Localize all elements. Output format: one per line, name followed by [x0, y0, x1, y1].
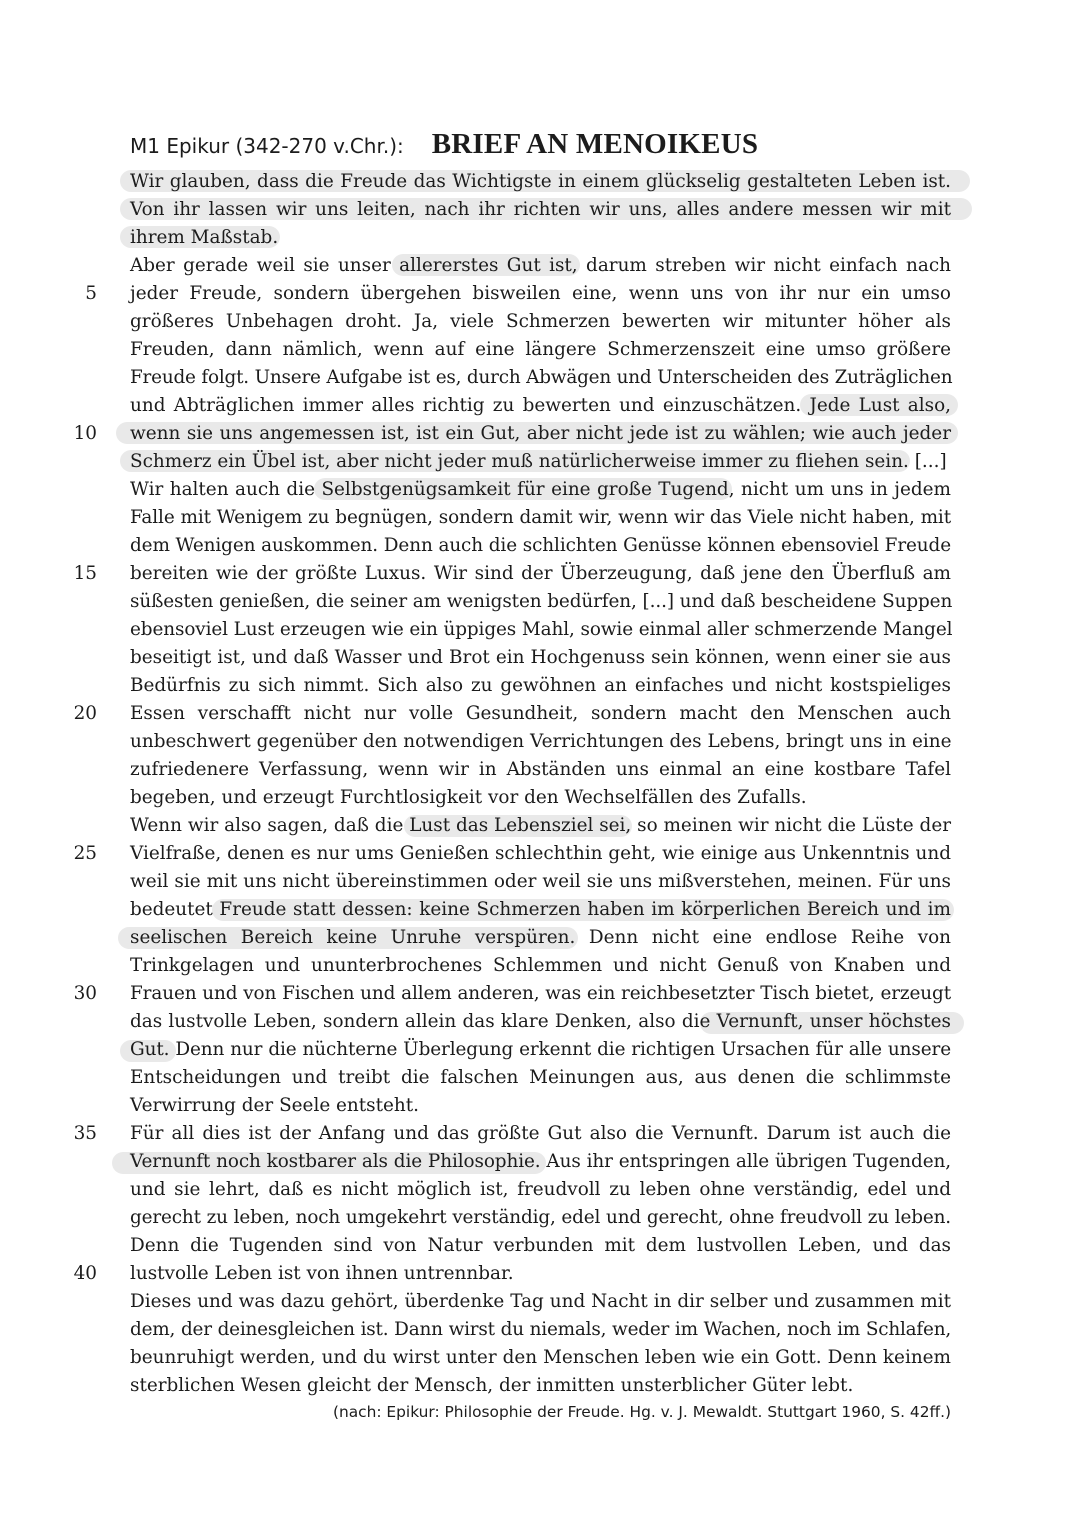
text-line: Denn die Tugenden sind von Natur verbunden mit dem lustvollen Leben, und das — [130, 1235, 951, 1256]
text-line: Entscheidungen und treibt die falschen Meinungen aus, aus denen die schlimmste — [130, 1067, 951, 1088]
text-line: ebensoviel Lust erzeugen wie ein üppiges Mahl, sowie einmal aller schmerzende Mangel — [130, 619, 953, 640]
text-line: seelischen Bereich keine Unruhe verspüren. Denn nicht eine endlose Reihe von — [130, 927, 951, 948]
text-line: Freude folgt. Unsere Aufgabe ist es, durch Abwägen und Unterscheiden des Zuträglichen — [130, 367, 953, 388]
text-line: beunruhigt werden, und du wirst unter den Menschen leben wie ein Gott. Denn keinem — [130, 1347, 951, 1368]
line-number: 10 — [73, 423, 97, 444]
text-line: ihrem Maßstab. — [130, 227, 279, 248]
text-line: jeder Freude, sondern übergehen bisweilen eine, wenn uns von ihr nur ein umso — [130, 283, 951, 304]
text-line: unbeschwert gegenüber den notwendigen Verrichtungen des Lebens, bringt uns in eine — [130, 731, 952, 752]
text-line: begeben, und erzeugt Furchtlosigkeit vor den Wechselfällen des Zufalls. — [130, 787, 807, 808]
text-line: süßesten genießen, die seiner am wenigsten bedürfen, [...] und daß bescheidene Suppen — [130, 591, 953, 612]
line-number: 20 — [73, 703, 97, 724]
text-line: das lustvolle Leben, sondern allein das klare Denken, also die Vernunft, unser höchstes — [130, 1011, 951, 1032]
line-number: 5 — [85, 283, 97, 304]
text-line: zufriedenere Verfassung, wenn wir in Abständen uns einmal an eine kostbare Tafel — [130, 759, 951, 780]
line-number: 15 — [73, 563, 97, 584]
text-line: größeres Unbehagen droht. Ja, viele Schmerzen bewerten wir mitunter höher als — [130, 311, 951, 332]
text-line: Aber gerade weil sie unser allererstes Gut ist, darum streben wir nicht einfach nach — [130, 255, 951, 276]
text-line: bedeutet Freude statt dessen: keine Schmerzen haben im körperlichen Bereich und im — [130, 899, 951, 920]
text-line: Freuden, dann nämlich, wenn auf eine längere Schmerzenszeit eine umso größere — [130, 339, 951, 360]
text-line: beseitigt ist, und daß Wasser und Brot ein Hochgenuss sein können, wenn einer sie aus — [130, 647, 951, 668]
text-line: dem Wenigen auskommen. Denn auch die schlichten Genüsse können ebensoviel Freude — [130, 535, 951, 556]
text-line: Verwirrung der Seele entsteht. — [130, 1095, 419, 1116]
line-number: 40 — [73, 1263, 97, 1284]
text-line: weil sie mit uns nicht übereinstimmen oder weil sie uns mißverstehen, meinen. Für uns — [130, 871, 951, 892]
text-line: Von ihr lassen wir uns leiten, nach ihr richten wir uns, alles andere messen wir mit — [130, 199, 951, 220]
text-line: wenn sie uns angemessen ist, ist ein Gut, aber nicht jede ist zu wählen; wie auch jeder — [130, 423, 951, 444]
document-header — [130, 128, 758, 161]
text-line: bereiten wie der größte Luxus. Wir sind der Überzeugung, daß jene den Überfluß am — [130, 563, 951, 584]
text-line: Schmerz ein Übel ist, aber nicht jeder muß natürlicherweise immer zu fliehen sein. [...] — [130, 451, 947, 472]
text-line: Bedürfnis zu sich nimmt. Sich also zu gewöhnen an einfaches und nicht kostspieliges — [130, 675, 951, 696]
text-line: Dieses und was dazu gehört, überdenke Tag und Nacht in dir selber und zusammen mit — [130, 1291, 951, 1312]
text-line: Trinkgelagen und ununterbrochenes Schlemmen und nicht Genuß von Knaben und — [130, 955, 951, 976]
text-line: Essen verschafft nicht nur volle Gesundheit, sondern macht den Menschen auch — [130, 703, 951, 724]
material-label: M1 Epikur (342-270 v.Chr.): — [130, 134, 404, 158]
text-line: Wir halten auch die Selbstgenügsamkeit für eine große Tugend, nicht um uns in jedem — [130, 479, 951, 500]
text-line: sterblichen Wesen gleicht der Mensch, der inmitten unsterblicher Güter lebt. — [130, 1375, 854, 1396]
text-line: lustvolle Leben ist von ihnen untrennbar. — [130, 1263, 514, 1284]
line-number: 25 — [73, 843, 97, 864]
document-title: BRIEF AN MENOIKEUS — [431, 128, 759, 160]
text-line: Für all dies ist der Anfang und das größte Gut also die Vernunft. Darum ist auch die — [130, 1123, 951, 1144]
text-line: dem, der deinesgleichen ist. Dann wirst du niemals, weder im Wachen, noch im Schlafen, — [130, 1319, 951, 1340]
text-line: Frauen und von Fischen und allem anderen, was ein reichbesetzter Tisch bietet, erzeugt — [130, 983, 951, 1004]
text-line: Vernunft noch kostbarer als die Philosophie. Aus ihr entspringen alle übrigen Tugenden, — [130, 1151, 951, 1172]
text-line: Wir glauben, dass die Freude das Wichtigste in einem glückselig gestalteten Leben ist. — [130, 171, 951, 192]
text-line: Gut. Denn nur die nüchterne Überlegung erkennt die richtigen Ursachen für alle unsere — [130, 1039, 951, 1060]
text-line: gerecht zu leben, noch umgekehrt verständig, edel und gerecht, ohne freudvoll zu leben. — [130, 1207, 951, 1228]
source-citation: (nach: Epikur: Philosophie der Freude. Hg. v. J. Mewaldt. Stuttgart 1960, S. 42ff.) — [332, 1403, 951, 1421]
line-number: 35 — [73, 1123, 97, 1144]
text-line: und sie lehrt, daß es nicht möglich ist, freudvoll zu leben ohne verständig, edel und — [130, 1179, 951, 1200]
line-number: 30 — [73, 983, 97, 1004]
text-line: Vielfraße, denen es nur ums Genießen schlechthin geht, wie einige aus Unkenntnis und — [130, 843, 951, 864]
text-line: und Abträglichen immer alles richtig zu bewerten und einzuschätzen. Jede Lust also, — [130, 395, 951, 416]
text-line: Wenn wir also sagen, daß die Lust das Lebensziel sei, so meinen wir nicht die Lüste der — [130, 815, 951, 836]
text-line: Falle mit Wenigem zu begnügen, sondern damit wir, wenn wir das Viele nicht haben, mit — [130, 507, 951, 528]
